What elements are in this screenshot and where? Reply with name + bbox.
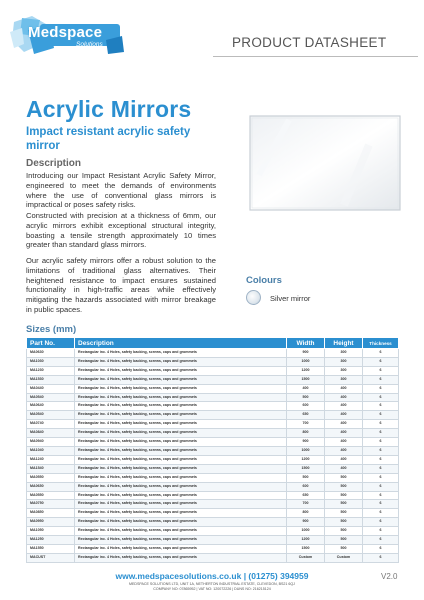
height-cell: 300 xyxy=(325,349,363,358)
brand-name: Medspace xyxy=(28,24,103,41)
document-version: V2.0 xyxy=(381,572,398,581)
description-cell: Rectangular inc. 4 Holes, safety backing, screws, caps and grommets xyxy=(75,438,287,447)
table-row xyxy=(27,429,399,438)
table-row xyxy=(27,402,399,411)
description-cell: Rectangular inc. 4 Holes, safety backing, screws, caps and grommets xyxy=(75,349,287,358)
header-divider xyxy=(213,56,418,57)
table-row xyxy=(27,384,399,393)
description-cell: Rectangular inc. 4 Holes, safety backing, screws, caps and grommets xyxy=(75,455,287,464)
thickness-cell: 6 xyxy=(363,402,399,411)
part-number-cell: MA1030 xyxy=(27,357,75,366)
width-cell: 650 xyxy=(287,491,325,500)
description-cell: Rectangular inc. 4 Holes, safety backing, screws, caps and grommets xyxy=(75,446,287,455)
width-cell: 1200 xyxy=(287,536,325,545)
thickness-cell: 6 xyxy=(363,455,399,464)
width-cell: 1000 xyxy=(287,357,325,366)
brand-subtitle: Solutions xyxy=(76,41,103,48)
column-header-width: Width xyxy=(287,338,325,349)
height-cell: 400 xyxy=(325,420,363,429)
height-cell: 500 xyxy=(325,491,363,500)
thickness-cell: 6 xyxy=(363,438,399,447)
part-number-cell: MA0650 xyxy=(27,482,75,491)
table-row xyxy=(27,446,399,455)
description-cell: Rectangular inc. 4 Holes, safety backing, screws, caps and grommets xyxy=(75,527,287,536)
table-row xyxy=(27,357,399,366)
table-row xyxy=(27,553,399,562)
height-cell: 500 xyxy=(325,482,363,491)
width-cell: Custom xyxy=(287,553,325,562)
footer-contact: www.medspacesolutions.co.uk | (01275) 394959 xyxy=(115,571,309,581)
thickness-cell: 6 xyxy=(363,473,399,482)
height-cell: 500 xyxy=(325,509,363,518)
table-row xyxy=(27,438,399,447)
part-number-cell: MA1530 xyxy=(27,375,75,384)
description-paragraph: Introducing our Impact Resistant Acrylic Safety Mirror, engineered to meet the demands of environments where the use of conventional glass mirrors is impractical or poses safety risks. xyxy=(26,171,216,210)
table-row xyxy=(27,536,399,545)
sizes-table xyxy=(26,337,399,563)
column-header-description: Description xyxy=(75,338,287,349)
height-cell: 300 xyxy=(325,366,363,375)
thickness-cell: 6 xyxy=(363,366,399,375)
width-cell: 900 xyxy=(287,518,325,527)
colour-label: Silver mirror xyxy=(270,294,311,303)
description-paragraph: Our acrylic safety mirrors offer a robust solution to the limitations of traditional glass alternatives. Their heightened resistance to impact ensures sustained functionality in high-traffic areas while effectively mitigating the hazards associated with mirror breakage in public spaces. xyxy=(26,256,216,314)
description-cell: Rectangular inc. 4 Holes, safety backing, screws, caps and grommets xyxy=(75,473,287,482)
thickness-cell: 6 xyxy=(363,375,399,384)
height-cell: 400 xyxy=(325,464,363,473)
width-cell: 1200 xyxy=(287,366,325,375)
width-cell: 1500 xyxy=(287,375,325,384)
thickness-cell: 6 xyxy=(363,509,399,518)
sizes-heading: Sizes (mm) xyxy=(26,324,77,335)
thickness-cell: 6 xyxy=(363,500,399,509)
width-cell: 1200 xyxy=(287,455,325,464)
thickness-cell: 6 xyxy=(363,349,399,358)
part-number-cell: MA0850 xyxy=(27,509,75,518)
height-cell: 400 xyxy=(325,455,363,464)
height-cell: 400 xyxy=(325,393,363,402)
thickness-cell: 6 xyxy=(363,482,399,491)
width-cell: 1000 xyxy=(287,446,325,455)
table-row xyxy=(27,464,399,473)
width-cell: 1500 xyxy=(287,544,325,553)
table-row xyxy=(27,411,399,420)
part-number-cell: MA0840 xyxy=(27,429,75,438)
part-number-cell: MA1240 xyxy=(27,455,75,464)
description-cell: Rectangular inc. 4 Holes, safety backing, screws, caps and grommets xyxy=(75,420,287,429)
footer-registration: COMPANY NO: 07865952 | VAT NO: 120072226 | DUNS NO: 216215124 xyxy=(153,587,271,591)
part-number-cell: MA0740 xyxy=(27,420,75,429)
table-row xyxy=(27,527,399,536)
height-cell: 500 xyxy=(325,473,363,482)
silver-colour-swatch xyxy=(246,290,261,305)
width-cell: 900 xyxy=(287,349,325,358)
width-cell: 500 xyxy=(287,393,325,402)
height-cell: 500 xyxy=(325,544,363,553)
description-cell: Rectangular inc. 4 Holes, safety backing, screws, caps and grommets xyxy=(75,482,287,491)
description-cell: Rectangular inc. 4 Holes, safety backing, screws, caps and grommets xyxy=(75,500,287,509)
height-cell: Custom xyxy=(325,553,363,562)
height-cell: 400 xyxy=(325,384,363,393)
part-number-cell: MA0640 xyxy=(27,402,75,411)
width-cell: 900 xyxy=(287,438,325,447)
height-cell: 500 xyxy=(325,536,363,545)
table-row xyxy=(27,509,399,518)
part-number-cell: MA0440 xyxy=(27,384,75,393)
width-cell: 400 xyxy=(287,384,325,393)
column-header-part-no: Part No. xyxy=(27,338,75,349)
description-cell: Rectangular inc. 4 Holes, safety backing, screws, caps and grommets xyxy=(75,357,287,366)
thickness-cell: 6 xyxy=(363,357,399,366)
height-cell: 300 xyxy=(325,357,363,366)
table-row xyxy=(27,375,399,384)
footer-address: MEDSPACE SOLUTIONS LTD, UNIT 1A, NETHERTON INDUSTRIAL ESTATE, CLEVEDON, BS21 6QJ xyxy=(129,582,295,586)
part-number-cell: MA1050 xyxy=(27,527,75,536)
height-cell: 400 xyxy=(325,438,363,447)
thickness-cell: 6 xyxy=(363,446,399,455)
part-number-cell: MACUST xyxy=(27,553,75,562)
description-cell: Rectangular inc. 4 Holes, safety backing, screws, caps and grommets xyxy=(75,375,287,384)
thickness-cell: 6 xyxy=(363,429,399,438)
thickness-cell: 6 xyxy=(363,384,399,393)
description-cell: Rectangular inc. 4 Holes, safety backing, screws, caps and grommets xyxy=(75,553,287,562)
part-number-cell: MA0550 xyxy=(27,491,75,500)
description-cell: Rectangular inc. 4 Holes, safety backing, screws, caps and grommets xyxy=(75,402,287,411)
height-cell: 400 xyxy=(325,411,363,420)
description-cell: Rectangular inc. 4 Holes, safety backing, screws, caps and grommets xyxy=(75,411,287,420)
width-cell: 500 xyxy=(287,473,325,482)
part-number-cell: MA1040 xyxy=(27,446,75,455)
part-number-cell: MA1230 xyxy=(27,366,75,375)
height-cell: 500 xyxy=(325,500,363,509)
thickness-cell: 6 xyxy=(363,464,399,473)
table-row xyxy=(27,393,399,402)
table-row xyxy=(27,544,399,553)
height-cell: 400 xyxy=(325,429,363,438)
height-cell: 300 xyxy=(325,375,363,384)
description-cell: Rectangular inc. 4 Holes, safety backing, screws, caps and grommets xyxy=(75,536,287,545)
part-number-cell: MA0630 xyxy=(27,349,75,358)
thickness-cell: 6 xyxy=(363,491,399,500)
description-cell: Rectangular inc. 4 Holes, safety backing, screws, caps and grommets xyxy=(75,384,287,393)
part-number-cell: MA0950 xyxy=(27,518,75,527)
description-cell: Rectangular inc. 4 Holes, safety backing, screws, caps and grommets xyxy=(75,464,287,473)
description-cell: Rectangular inc. 4 Holes, safety backing, screws, caps and grommets xyxy=(75,393,287,402)
part-number-cell: MA0540 xyxy=(27,393,75,402)
table-row xyxy=(27,491,399,500)
table-row xyxy=(27,420,399,429)
mirror-product-image xyxy=(249,115,401,211)
thickness-cell: 6 xyxy=(363,544,399,553)
table-row xyxy=(27,455,399,464)
thickness-cell: 6 xyxy=(363,518,399,527)
column-header-height: Height xyxy=(325,338,363,349)
thickness-cell: 6 xyxy=(363,411,399,420)
part-number-cell: MA0550 xyxy=(27,473,75,482)
table-header-row xyxy=(27,338,399,349)
document-type: PRODUCT DATASHEET xyxy=(232,35,387,50)
part-number-cell: MA1540 xyxy=(27,464,75,473)
table-row xyxy=(27,518,399,527)
table-row xyxy=(27,473,399,482)
thickness-cell: 6 xyxy=(363,420,399,429)
width-cell: 800 xyxy=(287,429,325,438)
part-number-cell: MA1550 xyxy=(27,544,75,553)
description-cell: Rectangular inc. 4 Holes, safety backing, screws, caps and grommets xyxy=(75,429,287,438)
thickness-cell: 6 xyxy=(363,553,399,562)
width-cell: 700 xyxy=(287,420,325,429)
table-row xyxy=(27,500,399,509)
product-subtitle: Impact resistant acrylic safety mirror xyxy=(26,126,191,152)
width-cell: 800 xyxy=(287,509,325,518)
width-cell: 700 xyxy=(287,500,325,509)
table-row xyxy=(27,366,399,375)
height-cell: 400 xyxy=(325,446,363,455)
thickness-cell: 6 xyxy=(363,536,399,545)
description-heading: Description xyxy=(26,158,82,169)
thickness-cell: 6 xyxy=(363,527,399,536)
product-title: Acrylic Mirrors xyxy=(26,96,192,122)
part-number-cell: MA0940 xyxy=(27,438,75,447)
description-cell: Rectangular inc. 4 Holes, safety backing, screws, caps and grommets xyxy=(75,544,287,553)
column-header-thickness: Thickness xyxy=(363,338,399,349)
description-paragraph: Constructed with precision at a thickness of 6mm, our acrylic mirrors exhibit exceptional structural integrity, boasting a tensile strength approximately 10 times greater than standard glass mirrors. xyxy=(26,211,216,250)
part-number-cell: MA0540 xyxy=(27,411,75,420)
height-cell: 500 xyxy=(325,518,363,527)
part-number-cell: MA0750 xyxy=(27,500,75,509)
width-cell: 1000 xyxy=(287,527,325,536)
colours-heading: Colours xyxy=(246,275,282,286)
description-cell: Rectangular inc. 4 Holes, safety backing, screws, caps and grommets xyxy=(75,509,287,518)
height-cell: 500 xyxy=(325,527,363,536)
table-row xyxy=(27,349,399,358)
width-cell: 1500 xyxy=(287,464,325,473)
thickness-cell: 6 xyxy=(363,393,399,402)
height-cell: 400 xyxy=(325,402,363,411)
table-row xyxy=(27,482,399,491)
part-number-cell: MA1250 xyxy=(27,536,75,545)
description-cell: Rectangular inc. 4 Holes, safety backing, screws, caps and grommets xyxy=(75,366,287,375)
description-cell: Rectangular inc. 4 Holes, safety backing, screws, caps and grommets xyxy=(75,491,287,500)
width-cell: 650 xyxy=(287,411,325,420)
width-cell: 600 xyxy=(287,402,325,411)
description-cell: Rectangular inc. 4 Holes, safety backing, screws, caps and grommets xyxy=(75,518,287,527)
sizes-table-body xyxy=(27,349,399,563)
width-cell: 600 xyxy=(287,482,325,491)
